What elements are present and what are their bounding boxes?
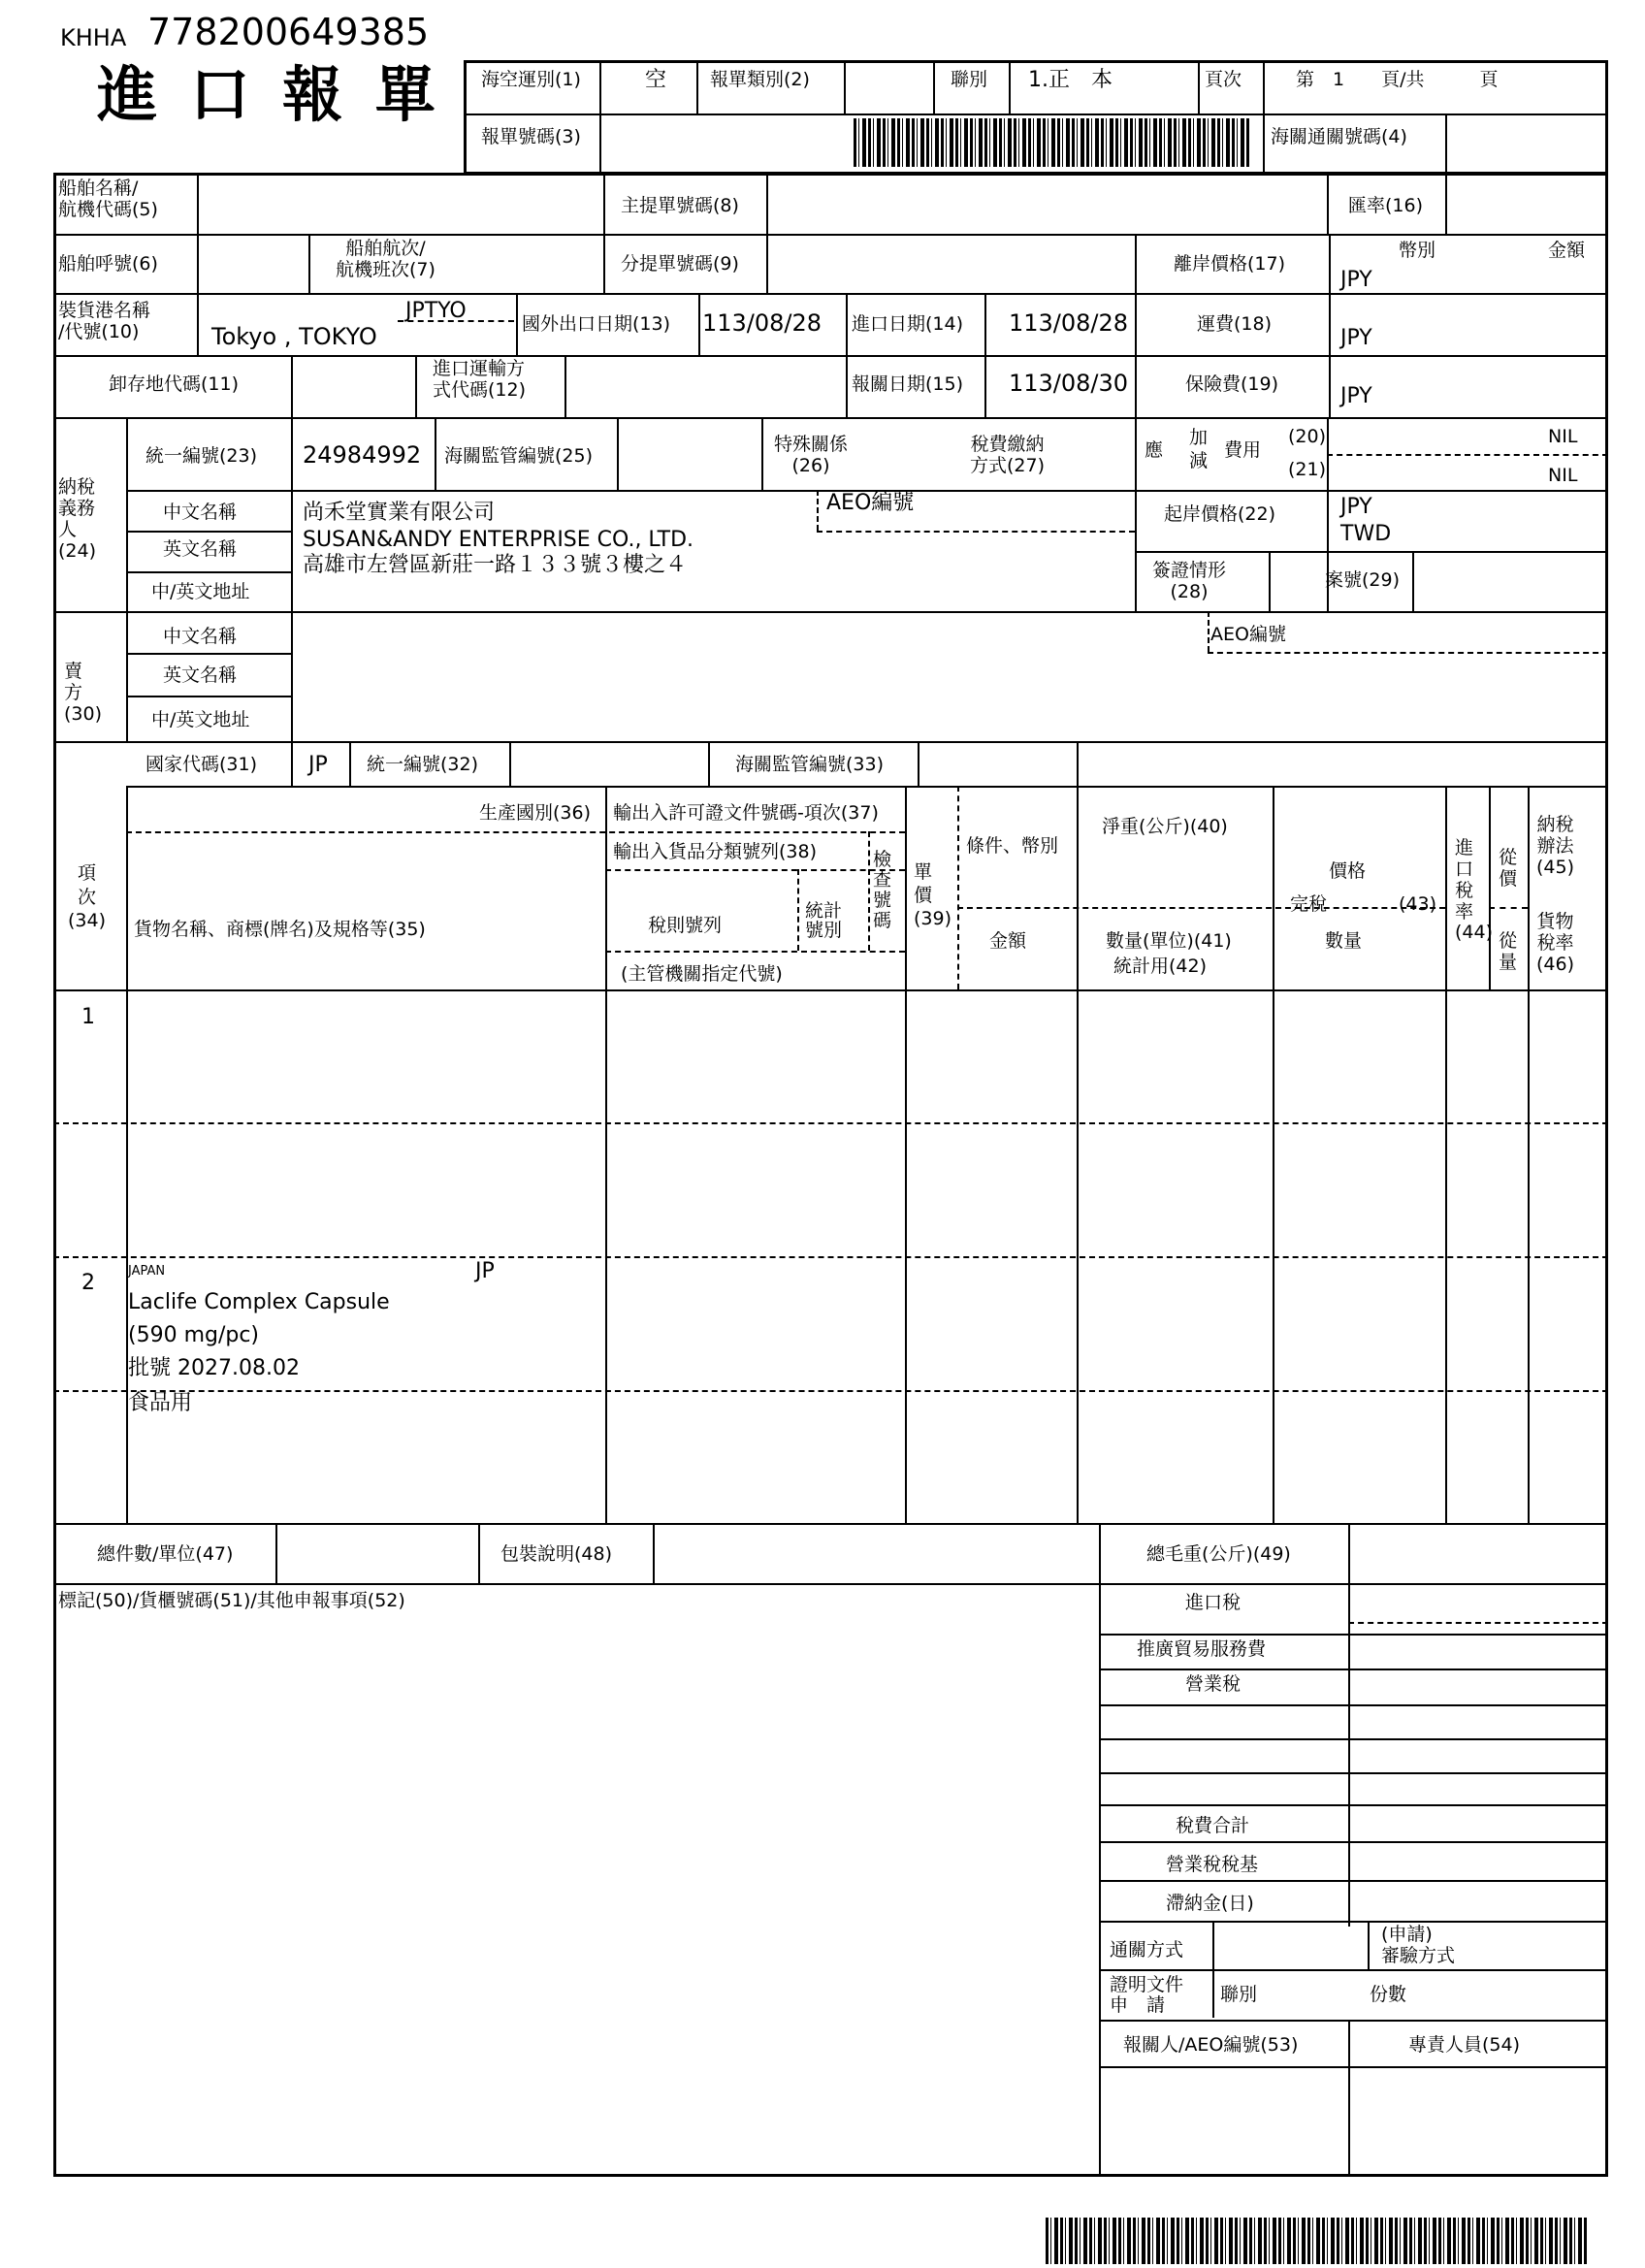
- loading-port-name: Tokyo , TOKYO: [211, 323, 377, 350]
- inspect-header: 檢 查 號 碼: [873, 849, 892, 931]
- seller-section-label: 賣 方 (30): [64, 661, 103, 725]
- loading-port-code: JPTYO: [405, 299, 467, 323]
- case-label: 案號(29): [1325, 569, 1401, 591]
- adjust-label-3: 費用: [1224, 439, 1262, 461]
- gross-weight-label: 總毛重(公斤)(49): [1146, 1543, 1291, 1565]
- agency-header: (主管機關指定代號): [621, 963, 783, 985]
- importer-en-name: SUSAN&ANDY ENTERPRISE CO., LTD.: [303, 528, 694, 552]
- copy-value: 1.正 本: [1028, 68, 1113, 92]
- loading-port-label: 裝貨港名稱 /代號(10): [58, 300, 151, 342]
- terms-header: 條件、幣別: [966, 835, 1059, 857]
- cert-label: 證明文件 申 請: [1110, 1974, 1184, 2016]
- importer-address: 高雄市左營區新莊一路１３３號３樓之４: [303, 553, 688, 577]
- insurance-label: 保險費(19): [1185, 373, 1279, 395]
- adjust-20: (20): [1288, 426, 1327, 447]
- cert-count-label: 份數: [1370, 1984, 1407, 2005]
- duty-paid-header: 完稅: [1290, 893, 1328, 915]
- item-no-header: 項 次 (34): [68, 862, 107, 932]
- tax-base-label: 營業稅稅基: [1166, 1854, 1259, 1875]
- cif-label: 起岸價格(22): [1164, 503, 1276, 525]
- broker-label: 報關人/AEO編號(53): [1123, 2034, 1299, 2056]
- export-date-label: 國外出口日期(13): [522, 313, 671, 335]
- country-code-label: 國家代碼(31): [145, 754, 258, 775]
- stat-use-header: 統計用(42): [1113, 956, 1208, 977]
- adjust-label-1: 應: [1145, 439, 1164, 461]
- price-header: 價格: [1329, 860, 1367, 882]
- hawb-label: 分提單號碼(9): [621, 253, 739, 275]
- ad-valorem-header: 從 價: [1499, 847, 1518, 890]
- importer-section-label: 納稅 義務 人 (24): [58, 476, 97, 562]
- insurance-currency: JPY: [1340, 384, 1372, 408]
- importer-cn-name-label: 中文名稱: [163, 502, 238, 523]
- item-2-origin-tag: JAPAN: [128, 1264, 166, 1279]
- specific-header: 從 量: [1499, 930, 1518, 973]
- vessel-name-label: 船舶名稱/ 航機代碼(5): [58, 178, 158, 220]
- footer-barcode: [1046, 2218, 1589, 2264]
- freight-label: 運費(18): [1197, 313, 1273, 335]
- packages-label: 總件數/單位(47): [97, 1543, 234, 1565]
- page-label: 頁次: [1205, 69, 1242, 90]
- cif-currency-1: JPY: [1340, 495, 1372, 519]
- voyage-label: 船舶航次/ 航機班次(7): [336, 238, 435, 280]
- storage-label: 卸存地代碼(11): [109, 373, 240, 395]
- price-no-header: (43): [1399, 893, 1437, 915]
- item-2-desc-line-2: (590 mg/pc): [128, 1323, 260, 1347]
- seller-customs-no-label: 海關監管編號(33): [735, 754, 885, 775]
- officer-label: 專責人員(54): [1408, 2034, 1521, 2056]
- import-duty-label: 進口稅: [1185, 1592, 1242, 1613]
- origin-header: 生產國別(36): [479, 802, 592, 824]
- trade-fee-label: 推廣貿易服務費: [1137, 1638, 1267, 1660]
- port-code: KHHA: [60, 24, 127, 51]
- item-2-desc-line-3: 批號 2027.08.02: [128, 1356, 300, 1380]
- item-1-no: 1: [81, 1005, 95, 1029]
- special-relation-label: 特殊關係 (26): [774, 434, 849, 476]
- net-weight-header: 淨重(公斤)(40): [1102, 816, 1228, 837]
- qty-header: 數量: [1325, 930, 1363, 952]
- import-date-label: 進口日期(14): [852, 313, 964, 335]
- declaration-number: 778200649385: [147, 11, 430, 53]
- item-2-desc-line-1: Laclife Complex Capsule: [128, 1290, 390, 1314]
- seller-en-name-label: 英文名稱: [163, 664, 238, 686]
- page-text: 第 1 頁/共 頁: [1296, 69, 1499, 90]
- item-2-origin: JP: [475, 1259, 495, 1283]
- sea-air-label: 海空運別(1): [481, 69, 581, 90]
- adjust-21-value: NIL: [1548, 465, 1578, 486]
- unit-price-header: 單 價 (39): [914, 861, 952, 929]
- quantity-header: 數量(單位)(41): [1106, 930, 1232, 952]
- exchange-label: 匯率(16): [1348, 195, 1424, 216]
- amount-header: 金額: [989, 930, 1027, 952]
- sea-air-value: 空: [645, 68, 667, 92]
- import-date: 113/08/28: [1009, 309, 1129, 337]
- import-rate-header: 進 口 稅 率 (44): [1455, 837, 1494, 944]
- mawb-label: 主提單號碼(8): [621, 195, 739, 216]
- seller-uni-no-label: 統一編號(32): [367, 754, 479, 775]
- decl-date-label: 報關日期(15): [852, 373, 964, 395]
- cif-currency-2: TWD: [1340, 522, 1392, 546]
- freight-currency: JPY: [1340, 326, 1372, 350]
- permit-header: 輸出入許可證文件號碼-項次(37): [613, 802, 879, 824]
- tax-method-header: 納稅 辦法 (45): [1536, 814, 1575, 878]
- fob-currency: JPY: [1340, 268, 1372, 292]
- fob-label: 離岸價格(17): [1174, 253, 1286, 275]
- country-code: JP: [308, 753, 328, 777]
- packing-label: 包裝說明(48): [500, 1543, 613, 1565]
- carrier-label: 進口運輸方 式代碼(12): [433, 358, 527, 401]
- late-fee-label: 滯納金(日): [1166, 1893, 1254, 1914]
- decl-type-label: 報單類別(2): [710, 69, 810, 90]
- seller-cn-name-label: 中文名稱: [163, 626, 238, 647]
- export-date: 113/08/28: [702, 309, 822, 337]
- cert-copy-label: 聯別: [1220, 1984, 1258, 2005]
- importer-addr-label: 中/英文地址: [151, 581, 250, 602]
- document-title: 進 口 報 單: [97, 59, 441, 130]
- amount-col: 金額: [1548, 240, 1586, 261]
- business-tax-label: 營業稅: [1185, 1673, 1242, 1695]
- visa-label: 簽證情形 (28): [1152, 560, 1227, 602]
- call-sign-label: 船舶呼號(6): [58, 253, 158, 275]
- seller-addr-label: 中/英文地址: [151, 709, 250, 730]
- adjust-21: (21): [1288, 459, 1327, 480]
- item-2-desc-line-4: 食品用: [128, 1391, 193, 1415]
- tariff-header: 稅則號列: [648, 915, 723, 936]
- clearance-label: 海關通關號碼(4): [1271, 126, 1407, 147]
- decl-no-label: 報單號碼(3): [481, 126, 581, 147]
- importer-aeo-label: AEO編號: [826, 491, 915, 515]
- stat-no-header: 統計 號別: [805, 900, 843, 941]
- clearance-mode-label: 通關方式: [1110, 1939, 1184, 1960]
- goods-rate-header: 貨物 稅率 (46): [1536, 911, 1575, 975]
- importer-uni-no-label: 統一編號(23): [145, 445, 258, 467]
- importer-customs-no-label: 海關監管編號(25): [444, 445, 594, 467]
- inspection-mode-label: (申請) 審驗方式: [1381, 1924, 1456, 1966]
- seller-aeo-label: AEO編號: [1210, 624, 1286, 645]
- copy-label: 聯別: [951, 69, 988, 90]
- adjust-20-value: NIL: [1548, 426, 1578, 447]
- payment-method-label: 稅費繳納 方式(27): [970, 434, 1046, 476]
- decl-date: 113/08/30: [1009, 370, 1129, 397]
- total-tax-label: 稅費合計: [1176, 1815, 1250, 1836]
- item-2-no: 2: [81, 1271, 95, 1295]
- importer-en-name-label: 英文名稱: [163, 538, 238, 560]
- classification-header: 輸出入貨品分類號列(38): [613, 841, 818, 862]
- currency-col: 幣別: [1399, 240, 1436, 261]
- header-barcode: [854, 118, 1251, 167]
- importer-cn-name: 尚禾堂實業有限公司: [303, 501, 496, 525]
- marks-label: 標記(50)/貨櫃號碼(51)/其他申報事項(52): [58, 1590, 405, 1611]
- importer-uni-no: 24984992: [303, 441, 422, 469]
- description-header: 貨物名稱、商標(牌名)及規格等(35): [134, 919, 426, 940]
- adjust-label-2: 加 減: [1189, 427, 1209, 471]
